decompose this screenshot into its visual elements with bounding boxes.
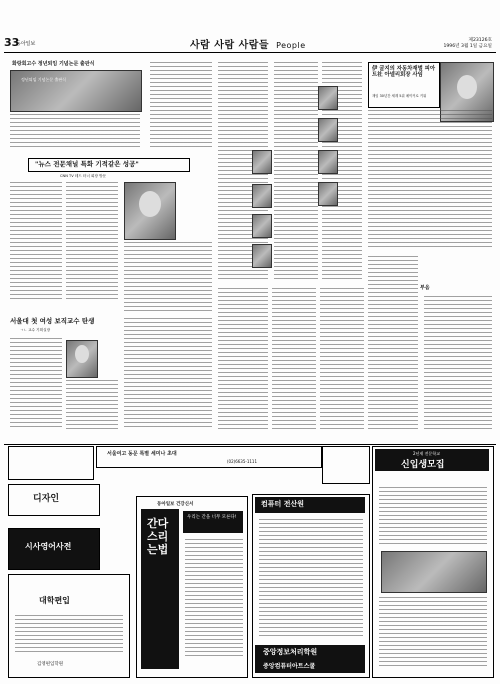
column-top-mid-body xyxy=(150,62,212,150)
article3-headline: 서울대 첫 여성 보직교수 탄생 xyxy=(10,317,95,325)
ad3-slogan: 우리는 간을 너무 모른다! xyxy=(187,515,237,520)
ad5-bus-photo xyxy=(381,551,487,593)
ad3-title: 동아일보 건강신서 xyxy=(157,502,194,507)
ad7-sub: 김영편입학원 xyxy=(37,662,64,667)
paper-name: 동아일보 xyxy=(16,41,36,47)
ad3-book-title: 간다스리는법 xyxy=(147,517,169,556)
article3-photo xyxy=(66,340,98,378)
obituary-label: 부음 xyxy=(420,285,430,291)
brief-photo-7 xyxy=(318,150,338,174)
article3-body-col1 xyxy=(10,338,62,428)
ad-left-small xyxy=(8,446,94,480)
header-rule xyxy=(4,52,496,53)
article2-photo xyxy=(124,182,176,240)
ad3-block xyxy=(136,496,248,678)
right-notices-col2 xyxy=(424,296,492,432)
issue-date xyxy=(443,38,492,50)
ad6-block xyxy=(8,528,100,570)
center-column-c xyxy=(320,288,364,432)
article2-headline-box xyxy=(28,158,190,172)
article3-body-col3 xyxy=(124,318,212,430)
ad6-title: 시사영어사전 xyxy=(25,542,72,551)
article1-headline: 화랑회고수 정년퇴임 기념논문 출판식 xyxy=(12,61,95,67)
ad4-brand: 컴퓨터 전산원 xyxy=(261,500,305,508)
ad7-block xyxy=(8,574,130,678)
article1-photo-caption: 정년퇴임 기념논문 출판식 xyxy=(21,77,67,82)
people-briefs-col2 xyxy=(274,62,318,282)
ad1-title: 서울여고 동문 특별 세미나 초대 xyxy=(107,451,177,457)
center-column-b xyxy=(272,288,316,432)
brief-photo-2 xyxy=(252,184,272,208)
ad7-title: 대학편입 xyxy=(39,596,70,605)
ad1-phone: (02)6635-1111 xyxy=(227,459,258,464)
article4-headline: 伊 굴지의 자동차재벌 피아트社 아넬리회장 사임 xyxy=(372,66,436,79)
section-title-en: People xyxy=(276,41,306,50)
ad5-sub: 2년제 전문학교 xyxy=(413,451,441,456)
article2-body-col1 xyxy=(10,182,62,300)
center-column-a xyxy=(218,288,268,432)
article4-subhead: 재임 30년간 세계 5위 메이커로 키워 xyxy=(372,94,427,98)
ad5-block xyxy=(372,446,494,678)
date-text: 1996년 3월 1일 금요일 xyxy=(443,44,492,49)
article4-headline-box xyxy=(368,62,440,108)
ad4-block xyxy=(252,494,370,678)
ad2-brand: 디자인 xyxy=(33,494,60,504)
article1-body xyxy=(10,114,140,150)
ad5-title: 신입생모집 xyxy=(401,460,445,470)
section-title xyxy=(190,36,306,51)
ad4-school: 중앙정보처리학원 xyxy=(263,648,318,656)
brief-photo-4 xyxy=(252,244,272,268)
article2-body-col3 xyxy=(124,242,212,312)
brief-photo-6 xyxy=(318,118,338,142)
page-number: 33 xyxy=(4,36,20,49)
article2-headline: "뉴스 전문채널 특화 기적같은 성공" xyxy=(35,160,139,168)
brief-photo-3 xyxy=(252,214,272,238)
brief-photo-8 xyxy=(318,182,338,206)
article2-subhead: CNN TV 테드 터너 회장 방문 xyxy=(60,174,107,178)
ad2-block xyxy=(8,484,100,516)
ad4-school2: 중앙컴퓨터아트스쿨 xyxy=(263,663,316,670)
page-header xyxy=(0,0,500,50)
article3-subhead: ㄱㄴ 교수 기획실장 xyxy=(20,328,51,332)
article3-body-col2 xyxy=(66,380,118,430)
article1-photo xyxy=(10,70,142,112)
ad1-banner xyxy=(96,446,322,468)
right-notices-col1 xyxy=(368,256,418,432)
article4-body xyxy=(368,110,492,250)
section-title-ko: 사람 사람 사람들 xyxy=(190,40,270,51)
issue-number: 제23126호 xyxy=(468,38,492,43)
ad-mid-small xyxy=(322,446,370,484)
article2-body-col2 xyxy=(66,182,118,300)
brief-photo-1 xyxy=(252,150,272,174)
brief-photo-5 xyxy=(318,86,338,110)
